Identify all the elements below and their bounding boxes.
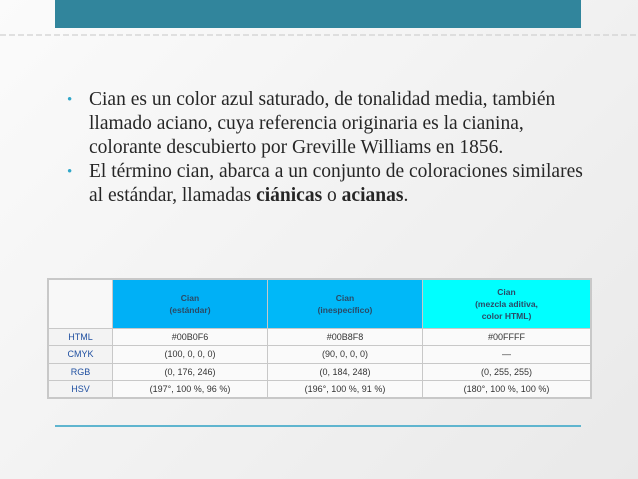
header-line: color HTML) xyxy=(481,311,532,321)
header-cian-inespecifico xyxy=(268,280,423,329)
bullet-text-2c: . xyxy=(403,185,409,206)
row-label: RGB xyxy=(49,363,113,380)
table-cell: #00B0F6 xyxy=(113,329,268,346)
title-bar xyxy=(55,0,581,28)
color-table-container xyxy=(47,278,592,399)
bold-term-cianicas: ciánicas xyxy=(256,185,323,206)
row-label: HSV xyxy=(49,380,113,397)
table-cell: (100, 0, 0, 0) xyxy=(113,346,268,363)
row-label: HTML xyxy=(49,329,113,346)
bullet-icon: • xyxy=(67,164,73,180)
table-row xyxy=(49,363,591,380)
table-cell: (196°, 100 %, 91 %) xyxy=(268,380,423,397)
bullet-text-2b: o xyxy=(322,185,342,206)
header-line: (estándar) xyxy=(169,305,211,315)
header-line: Cian xyxy=(335,293,355,303)
table-row xyxy=(49,380,591,397)
table-row xyxy=(49,346,591,363)
header-line: (mezcla aditiva, xyxy=(475,299,538,309)
table-cell: (197°, 100 %, 96 %) xyxy=(113,380,268,397)
table-cell: (0, 255, 255) xyxy=(423,363,591,380)
table-cell: (0, 184, 248) xyxy=(268,363,423,380)
bullet-text-1: Cian es un color azul saturado, de tonalidad media, también llamado aciano, cuya referencia originaria es la cianina, colorante descubierto por Greville Williams en 1856. xyxy=(89,89,556,158)
bottom-divider xyxy=(55,425,581,427)
bullet-item-1 xyxy=(66,88,586,160)
header-cian-estandar xyxy=(113,280,268,329)
header-line: Cian xyxy=(180,293,200,303)
table-header-row xyxy=(49,280,591,329)
table-cell: (180°, 100 %, 100 %) xyxy=(423,380,591,397)
table-cell: (0, 176, 246) xyxy=(113,363,268,380)
bold-term-acianas: acianas xyxy=(341,185,404,206)
decorative-rule xyxy=(0,34,638,36)
table-cell: #00FFFF xyxy=(423,329,591,346)
row-label: CMYK xyxy=(49,346,113,363)
bullet-list xyxy=(66,88,586,208)
bullet-text-2a: El término cian, abarca a un conjunto de coloraciones similares al estándar, llamadas xyxy=(89,161,583,206)
header-line: (inespecífico) xyxy=(317,305,373,315)
table-body xyxy=(49,329,591,398)
bullet-item-2 xyxy=(66,160,586,208)
table-corner-cell xyxy=(49,280,113,329)
table-cell: (90, 0, 0, 0) xyxy=(268,346,423,363)
header-line: Cian xyxy=(497,287,516,297)
table-row xyxy=(49,329,591,346)
bullet-icon: • xyxy=(67,92,73,108)
header-cian-html xyxy=(423,280,591,329)
color-table xyxy=(48,279,591,398)
table-cell: #00B8F8 xyxy=(268,329,423,346)
table-cell: — xyxy=(423,346,591,363)
